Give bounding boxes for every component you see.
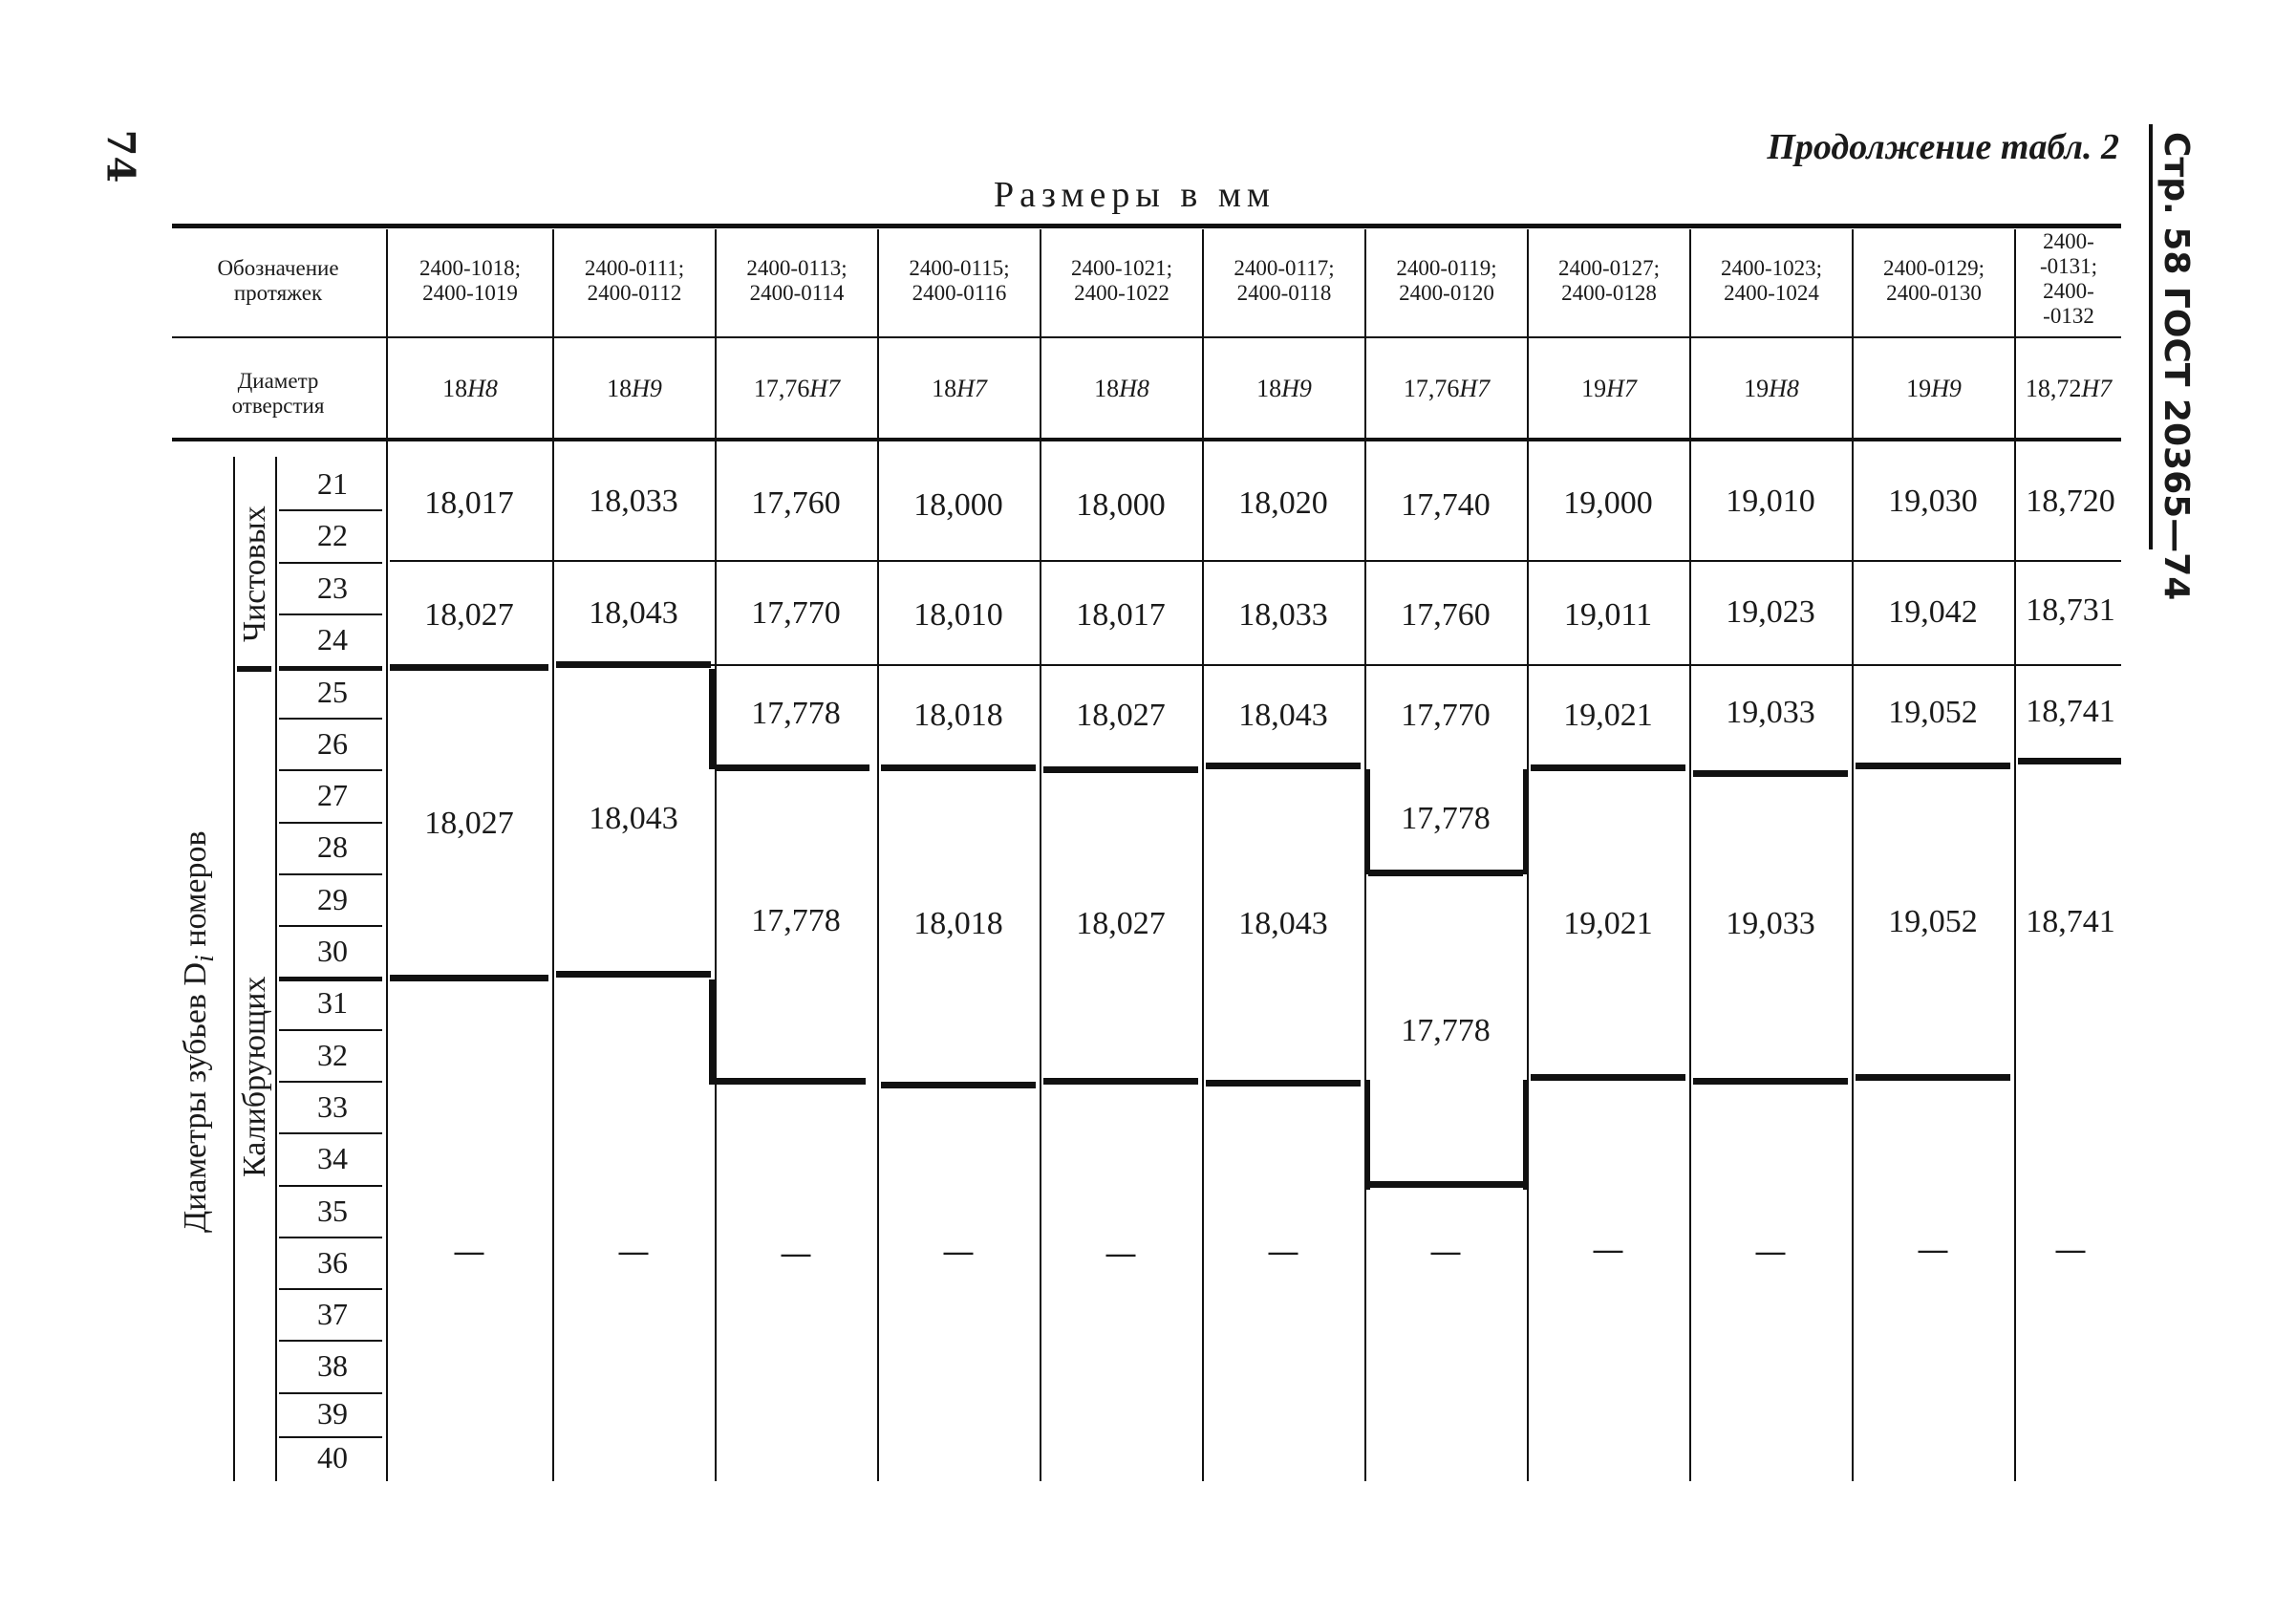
tooth-number: 33 <box>317 1089 348 1124</box>
tooth-diameter-cell: 18,033 <box>589 484 678 519</box>
tooth-diameter-cell: 17,760 <box>751 485 841 521</box>
tooth-diameter-cell: 18,010 <box>913 597 1003 633</box>
empty-cell-dash: — <box>1917 1231 1949 1269</box>
empty-cell-dash: — <box>617 1233 650 1271</box>
hole-diameter: 18H8 <box>1094 375 1149 402</box>
tooth-diameter-cell: 19,010 <box>1726 484 1815 519</box>
tooth-number: 30 <box>317 934 348 968</box>
hole-diameter: 19H8 <box>1744 375 1799 402</box>
tooth-diameter-cell: 18,027 <box>1076 906 1166 941</box>
tooth-diameter-cell: 18,027 <box>424 597 514 633</box>
tooth-diameter-cell: 18,043 <box>1238 698 1328 733</box>
tooth-number: 27 <box>317 778 348 812</box>
column-code: 2400-0115; 2400-0116 <box>909 256 1010 305</box>
tooth-number: 31 <box>317 985 348 1020</box>
empty-cell-dash: — <box>780 1235 812 1273</box>
tooth-number: 37 <box>317 1297 348 1331</box>
tooth-diameter-cell: 18,017 <box>424 485 514 521</box>
tooth-diameter-cell: 18,018 <box>913 906 1003 941</box>
tooth-diameter-cell: 19,030 <box>1888 484 1978 519</box>
tooth-diameter-cell: 19,033 <box>1726 695 1815 730</box>
hole-diameter: 17,76H7 <box>753 375 841 402</box>
designation-label: Обозначение протяжек <box>217 256 339 305</box>
tooth-number: 38 <box>317 1348 348 1383</box>
finishing-teeth-label: Чистовых <box>237 506 272 642</box>
tooth-number: 24 <box>317 622 348 656</box>
tooth-number: 26 <box>317 726 348 761</box>
tooth-diameter-cell: 18,027 <box>424 806 514 841</box>
empty-cell-dash: — <box>1592 1231 1624 1269</box>
tooth-diameter-cell: 18,731 <box>2026 592 2115 628</box>
tooth-number: 21 <box>317 466 348 501</box>
tooth-diameter-cell: 17,760 <box>1401 597 1491 633</box>
tooth-diameter-cell: 18,020 <box>1238 485 1328 521</box>
tooth-diameter-cell: 17,770 <box>1401 698 1491 733</box>
tooth-diameter-cell: 19,033 <box>1726 906 1815 941</box>
hole-diameter: 19H7 <box>1581 375 1637 402</box>
empty-cell-dash: — <box>1267 1233 1299 1271</box>
tooth-diameter-cell: 18,018 <box>913 698 1003 733</box>
tooth-number: 40 <box>317 1440 348 1474</box>
tooth-diameter-cell: 18,720 <box>2026 484 2115 519</box>
hole-diameter: 19H9 <box>1906 375 1962 402</box>
tooth-diameter-cell: 17,778 <box>751 696 841 731</box>
tooth-number: 23 <box>317 570 348 605</box>
tooth-diameter-cell: 19,042 <box>1888 594 1978 630</box>
tooth-diameter-cell: 19,023 <box>1726 594 1815 630</box>
column-code: 2400-1023; 2400-1024 <box>1720 256 1823 305</box>
tooth-diameter-cell: 19,021 <box>1563 698 1653 733</box>
side-standard-header: Стр. 58 ГОСТ 20365—74 <box>2157 132 2196 601</box>
tooth-number: 36 <box>317 1245 348 1280</box>
empty-cell-dash: — <box>1105 1235 1137 1273</box>
tooth-number: 22 <box>317 518 348 552</box>
tooth-number: 35 <box>317 1194 348 1228</box>
tooth-diameter-cell: 18,027 <box>1076 698 1166 733</box>
tooth-number: 29 <box>317 882 348 916</box>
tooth-diameter-cell: 17,778 <box>1401 1013 1491 1048</box>
tooth-diameter-cell: 18,017 <box>1076 597 1166 633</box>
column-code: 2400-0129; 2400-0130 <box>1882 256 1985 305</box>
column-code: 2400-0119; 2400-0120 <box>1396 256 1497 305</box>
hole-diameter: 18,72H7 <box>2025 375 2113 402</box>
tooth-diameter-cell: 18,000 <box>1076 487 1166 523</box>
tooth-number: 25 <box>317 675 348 709</box>
hole-diameter: 18H9 <box>607 375 662 402</box>
tooth-diameter-cell: 19,052 <box>1888 695 1978 730</box>
hole-diameter: 18H7 <box>932 375 987 402</box>
empty-cell-dash: — <box>942 1233 975 1271</box>
hole-diameter: 18H8 <box>442 375 498 402</box>
empty-cell-dash: — <box>1754 1233 1787 1271</box>
tooth-diameter-cell: 18,741 <box>2026 694 2115 729</box>
empty-cell-dash: — <box>2054 1231 2087 1269</box>
units-caption: Размеры в мм <box>994 175 1276 215</box>
sizing-teeth-label: Калибрующих <box>237 976 272 1177</box>
column-code: 2400-0117; 2400-0118 <box>1234 256 1335 305</box>
tooth-diameter-cell: 17,778 <box>1401 801 1491 836</box>
diameter-label: Диаметр отверстия <box>231 369 325 418</box>
tooth-diameter-cell: 17,778 <box>751 903 841 938</box>
tooth-diameter-cell: 18,043 <box>589 801 678 836</box>
tooth-number: 39 <box>317 1396 348 1431</box>
column-code: 2400-0111; 2400-0112 <box>584 256 685 305</box>
tooth-number: 34 <box>317 1141 348 1175</box>
tooth-diameter-cell: 19,021 <box>1563 906 1653 941</box>
column-code: 2400-0113; 2400-0114 <box>746 256 848 305</box>
tooth-number: 28 <box>317 829 348 864</box>
tooth-diameter-cell: 18,033 <box>1238 597 1328 633</box>
tooth-diameter-cell: 19,052 <box>1888 904 1978 939</box>
tooth-diameter-cell: 18,043 <box>589 595 678 631</box>
tooth-number: 32 <box>317 1038 348 1072</box>
hole-diameter: 18H9 <box>1256 375 1312 402</box>
empty-cell-dash: — <box>1429 1233 1462 1271</box>
tooth-diameter-cell: 19,011 <box>1563 597 1653 633</box>
column-code: 2400-1021; 2400-1022 <box>1070 256 1173 305</box>
page-number: 74 <box>97 129 143 183</box>
empty-cell-dash: — <box>453 1233 485 1271</box>
tooth-diameter-cell: 19,000 <box>1563 485 1653 521</box>
column-code: 2400-0127; 2400-0128 <box>1557 256 1661 305</box>
tooth-diameter-cell: 18,043 <box>1238 906 1328 941</box>
tooth-diameter-cell: 18,000 <box>913 487 1003 523</box>
tooth-diameter-cell: 17,770 <box>751 595 841 631</box>
tooth-diameter-cell: 17,740 <box>1401 487 1491 523</box>
hole-diameter: 17,76H7 <box>1403 375 1491 402</box>
column-code: 2400- -0131; 2400- -0132 <box>2039 229 2098 328</box>
table-continuation-note: Продолжение табл. 2 <box>1767 127 2119 167</box>
row-group-label: Диаметры зубьев $D_i$ номеров <box>178 830 220 1233</box>
tooth-diameter-cell: 18,741 <box>2026 904 2115 939</box>
column-code: 2400-1018; 2400-1019 <box>418 256 522 305</box>
